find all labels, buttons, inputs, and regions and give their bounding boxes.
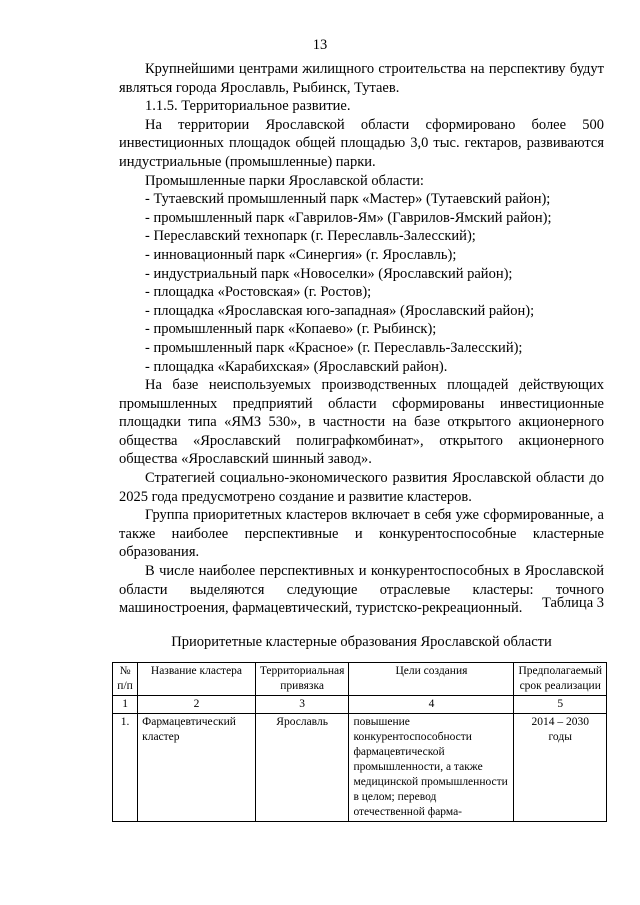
list-item: - Тутаевский промышленный парк «Мастер» (Тутаевский район); xyxy=(145,191,551,208)
table-title: Приоритетные кластерные образования Ярославской области xyxy=(171,634,552,650)
column-number: 4 xyxy=(349,696,514,714)
header-number: № п/п xyxy=(113,663,138,696)
cluster-territory: Ярославль xyxy=(255,714,349,822)
paragraph: На базе неиспользуемых производственных площадей действующих промышленных предприятий области сформированы инвестиционные площадки типа «ЯМЗ 530», в частности на базе открытого акционерного общества «Ярославский полиграфкомбинат», открытого акционерного общества «Ярославский шинный завод». xyxy=(119,377,604,468)
column-number: 3 xyxy=(255,696,349,714)
column-number: 1 xyxy=(113,696,138,714)
page-number: 13 xyxy=(312,37,328,53)
column-number: 5 xyxy=(514,696,607,714)
document-body xyxy=(119,60,604,618)
column-number: 2 xyxy=(138,696,256,714)
header-territory: Территориальная привязка xyxy=(255,663,349,696)
list-item: - индустриальный парк «Новоселки» (Ярославский район); xyxy=(145,265,513,282)
paragraph: Группа приоритетных кластеров включает в себя уже сформированные, а также наиболее перспективные и конкурентоспособные кластерные образования. xyxy=(119,507,604,561)
header-goals: Цели создания xyxy=(349,663,514,696)
header-cluster-name: Название кластера xyxy=(138,663,256,696)
table-header-row xyxy=(113,663,607,696)
list-item: - промышленный парк «Копаево» (г. Рыбинск); xyxy=(145,321,437,338)
list-item: - Переславский технопарк (г. Переславль-Залесский); xyxy=(145,228,476,245)
list-item: - промышленный парк «Гаврилов-Ям» (Гаврилов-Ямский район); xyxy=(145,209,552,226)
header-term: Предполагаемый срок реализации xyxy=(514,663,607,696)
paragraph: Промышленные парки Ярославской области: xyxy=(145,172,424,189)
cluster-goals: повышение конкурентоспособности фармацевтической промышленности, а также медицинской промышленности в целом; перевод отечественной фарма- xyxy=(349,714,514,822)
section-heading: 1.1.5. Территориальное развитие. xyxy=(145,98,351,115)
list-item: - промышленный парк «Красное» (г. Переславль-Залесский); xyxy=(145,339,523,356)
table-row xyxy=(113,714,607,822)
row-number: 1. xyxy=(113,714,138,822)
column-number-row xyxy=(113,696,607,714)
paragraph: Стратегией социально-экономического развития Ярославской области до 2025 года предусмотрено создание и развитие кластеров. xyxy=(119,470,604,505)
clusters-table xyxy=(112,662,607,822)
paragraph: На территории Ярославской области сформировано более 500 инвестиционных площадок общей площадью 3,0 тыс. гектаров, развиваются индустриальные (промышленные) парки. xyxy=(119,116,604,170)
list-item: - площадка «Ярославская юго-западная» (Ярославский район); xyxy=(145,302,535,319)
paragraph: В числе наиболее перспективных и конкурентоспособных в Ярославской области выделяются следующие отраслевые кластеры: точного машиностроения, фармацевтический, туристско-рекреационный. xyxy=(119,563,604,617)
paragraph: Крупнейшими центрами жилищного строительства на перспективу будут являться города Ярославль, Рыбинск, Тутаев. xyxy=(119,61,604,96)
list-item: - площадка «Карабихская» (Ярославский район). xyxy=(145,358,448,375)
list-item: - площадка «Ростовская» (г. Ростов); xyxy=(145,284,372,301)
table-caption: Таблица 3 xyxy=(541,595,604,611)
parks-list xyxy=(119,190,604,376)
cluster-name: Фармацевтический кластер xyxy=(138,714,256,822)
cluster-term: 2014 – 2030 годы xyxy=(514,714,607,822)
list-item: - инновационный парк «Синергия» (г. Ярославль); xyxy=(145,246,457,263)
